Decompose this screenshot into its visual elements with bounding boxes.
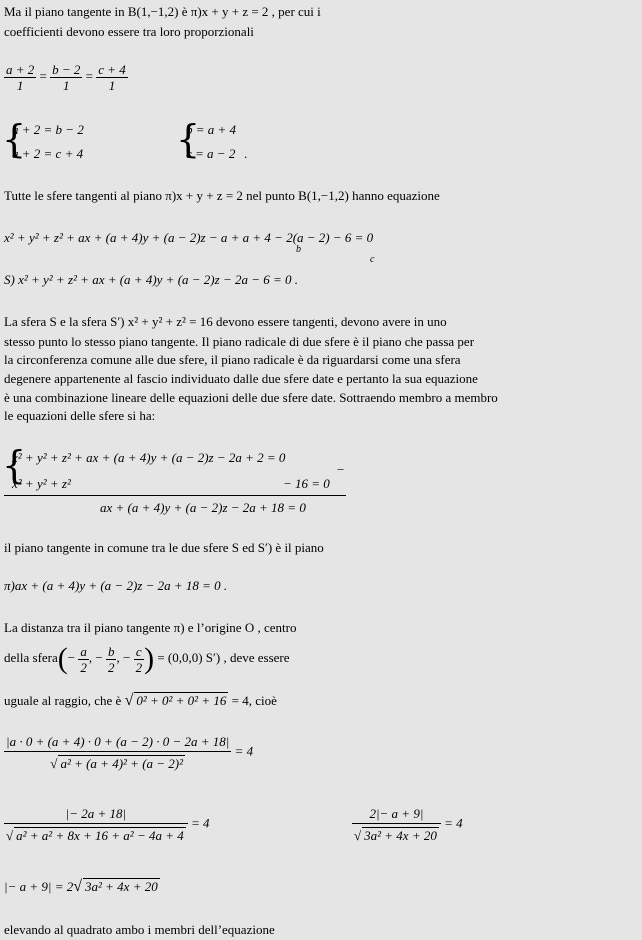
math-line: ax + (a + 4)y + (a − 2)z − 2a + 18 = 0: [100, 500, 306, 515]
distance-equation: $\frac{2|- a + 9|}{\text{√ 3a² + 4x + 20}}$ = 4: [354, 806, 463, 843]
text-line: Ma il piano tangente in B(1,−1,2) è π)x + y + z = 2 , per cui i: [4, 4, 321, 19]
text-line: coefficienti devono essere tra loro proporzionali: [4, 24, 254, 39]
text-line: le equazioni delle sfere si ha:: [4, 408, 156, 423]
system-brace: {: [176, 117, 201, 161]
math-line: π)ax + (a + 4)y + (a − 2)z − 2a + 18 = 0 .: [4, 578, 228, 593]
math-line: x² + y² + z²: [12, 476, 71, 491]
fraction: $\frac{|a \cdot 0 + (a + 4) \cdot 0 + (a - 2) \cdot 0 - 2a + 18|}{\text{√ a² + (a + 4)² + (a − 2)²}}$: [6, 734, 230, 771]
fraction: $\frac{b - 2}{1}$: [52, 62, 81, 93]
text-line: La sfera S e la sfera S′) x² + y² + z² = 16 devono essere tangenti, devono avere in uno: [4, 314, 447, 329]
text-line: Tutte le sfere tangenti al piano π)x + y + z = 2 nel punto B(1,−1,2) hanno equazione: [4, 188, 440, 203]
text-line: il piano tangente in comune tra le due sfere S ed S′) è il piano: [4, 540, 324, 555]
text-line: la circonferenza comune alle due sfere, il piano radicale è da riguardarsi come una sfera: [4, 352, 461, 367]
proportion-equation: $\frac{a + 2}{1}$ = $\frac{b - 2}{1}$ = $\frac{c + 4}{1}$: [6, 62, 126, 93]
system-equation: a + 2 = c + 4: [12, 146, 84, 161]
math-line: − 16 = 0: [283, 476, 330, 491]
fraction: $\frac{|- 2a + 18|}{\text{√ a² + a² + 8x + 16 + a² − 4a + 4}}$: [4, 806, 188, 843]
distance-equation: $\frac{|- 2a + 18|}{\text{√ a² + a² + 8x + 16 + a² − 4a + 4}}$ = 4: [6, 806, 210, 843]
system-brace: {: [2, 443, 27, 487]
system-equation: a + 2 = b − 2: [12, 122, 84, 137]
underbrace-label: b: [296, 244, 301, 255]
fraction: $\frac{c + 4}{1}$: [98, 62, 126, 93]
distance-equation: $\frac{|a \cdot 0 + (a + 4) \cdot 0 + (a - 2) \cdot 0 - 2a + 18|}{\text{√ a² + (a + 4)² + (a − 2)²}}$ = 4: [6, 734, 254, 771]
fraction: $\frac{2|- a + 9|}{\text{√ 3a² + 4x + 20}}$: [352, 806, 441, 843]
math-line: S) x² + y² + z² + ax + (a + 4)y + (a − 2)z − 2a − 6 = 0 .: [4, 272, 299, 287]
operator: −: [337, 462, 345, 477]
math-line: x² + y² + z² + ax + (a + 4)y + (a − 2)z − 2a + 2 = 0: [12, 450, 286, 465]
text-line: degenere appartenente al fascio individuato dalle due sfere date e pertanto la sua equazione: [4, 371, 478, 386]
text-line: stesso punto lo stesso piano tangente. Il piano radicale di due sfere è il piano che passa per: [4, 334, 475, 349]
system-equation: b = a + 4: [186, 122, 237, 137]
punctuation: .: [244, 146, 248, 161]
fraction: $\frac{a}{2}$: [80, 643, 87, 675]
underbrace-label: c: [370, 254, 375, 265]
math-line: della sfera(− $\frac{a}{2}$ , − $\frac{b}{2}$ , − $\frac{c}{2}$ ) = (0,0,0) S′) , deve essere: [4, 642, 290, 675]
fraction: $\frac{a + 2}{1}$: [6, 62, 35, 93]
sum-rule: [4, 495, 346, 496]
text-line: è una combinazione lineare delle equazioni delle due sfere date. Sottraendo membro a membro: [4, 390, 498, 405]
system-brace: {: [2, 117, 27, 161]
fraction: $\frac{b}{2}$: [107, 643, 115, 675]
system-equation: c = a − 2: [186, 146, 236, 161]
text-line: elevando al quadrato ambo i membri dell’equazione: [4, 922, 275, 937]
fraction: $\frac{c}{2}$: [135, 643, 143, 675]
math-line: |− a + 9| = 2√ 3a² + 4x + 20: [4, 878, 158, 895]
square-root: 0² + 0² + 0² + 16: [136, 693, 227, 708]
math-line: uguale al raggio, che è √ 0² + 0² + 0² + 16 = 4, cioè: [4, 692, 277, 709]
square-root: 3a² + 4x + 20: [85, 879, 158, 894]
text-line: La distanza tra il piano tangente π) e l’origine O , centro: [4, 620, 297, 635]
math-line: x² + y² + z² + ax + (a + 4)y + (a − 2)z − a + a + 4 − 2(a − 2) − 6 = 0: [4, 230, 374, 245]
